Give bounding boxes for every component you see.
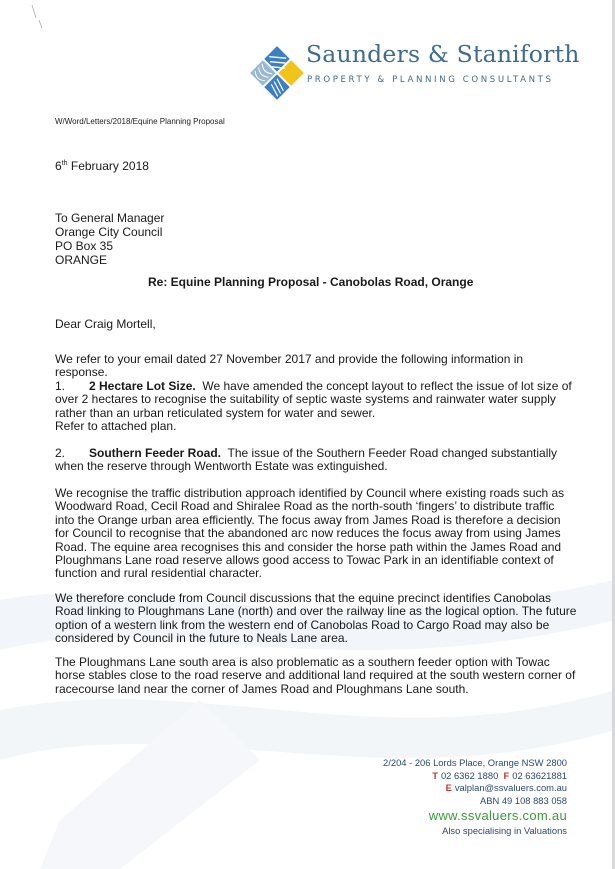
recipient-address — [55, 211, 164, 267]
footer-email-row — [383, 782, 567, 795]
footer-address: 2/204 - 206 Lords Place, Orange NSW 2800 — [383, 757, 567, 768]
fax-number: 02 63621881 — [512, 769, 567, 781]
date-suffix: th — [61, 160, 68, 167]
traffic-paragraph: We recognise the traffic distribution approach identified by Council where existing roads such as Woodward Road, Cecil Road and Shiralee Road as the north-south ‘fingers’ to distribute traffic into the Orange urban area efficiently. The focus away from James Road is therefore a decision for Council to recognise that the abandoned arc now reduces the focus away from using James Road. The equine area recognises this and consider the horse path within the James Road and Ploughmans Lane road reserve allows good access to Towac Park in an identifiable context of function and rural residential character. — [55, 486, 565, 581]
intro-paragraph: We refer to your email dated 27 November 2017 and provide the following information in response. — [55, 352, 524, 380]
subject-line: Re: Equine Planning Proposal - Canobolas Road, Orange — [148, 275, 474, 289]
date-rest: February 2018 — [70, 159, 149, 173]
footer-speciality: Also specialising in Valuations — [442, 825, 567, 837]
item-number: 1. — [55, 379, 66, 393]
item-heading: Southern Feeder Road. — [89, 446, 222, 460]
item-number: 2. — [55, 446, 66, 460]
website-link[interactable]: www.ssvaluers.com.au — [428, 808, 567, 824]
item-text: The issue of the Southern Feeder Road changed substantially when the reserve through Wentworth Estate was extinguished. — [55, 446, 558, 474]
salutation: Dear Craig Mortell, — [55, 317, 156, 331]
company-logo-icon — [248, 44, 306, 102]
email-address[interactable]: valplan@ssvaluers.com.au — [454, 782, 567, 794]
letter-date — [55, 159, 149, 173]
conclusion-paragraph: We therefore conclude from Council discussions that the equine precinct identifies Canobolas Road linking to Ploughmans Lane (north) and over the railway line as the logical option. The future option of a western link from the western end of Canobolas Road to Cargo Road may also be considered by Council in the future to Neals Lane area. — [55, 591, 577, 646]
item-text: We have amended the concept layout to reflect the issue of lot size of over 2 hectares to recognise the suitability of septic waste systems and rainwater water supply rather than an urban reticulated system for water and sewer. — [55, 379, 572, 420]
phone-label: T — [432, 769, 438, 781]
ploughmans-paragraph: The Ploughmans Lane south area is also problematic as a southern feeder option with Towac horse stables close to the road reserve and additional land required at the south western corner of racecourse land near the corner of James Road and Ploughmans Lane south. — [55, 655, 576, 696]
file-reference: W/Word/Letters/2018/Equine Planning Proposal — [55, 117, 225, 126]
address-line: Orange City Council — [55, 225, 163, 239]
footer-phone-fax — [383, 770, 567, 783]
address-line: PO Box 35 — [55, 239, 114, 253]
corner-scan-mark — [30, 4, 44, 30]
item-1-paragraph — [55, 380, 577, 434]
letterhead-footer — [383, 757, 567, 838]
date-day: 6 — [55, 159, 62, 173]
footer-abn: ABN 49 108 883 058 — [479, 794, 567, 806]
address-line: ORANGE — [55, 253, 108, 267]
fax-label: F — [503, 769, 510, 781]
item-2-paragraph — [55, 447, 577, 474]
phone-number: 02 6362 1880 — [440, 769, 499, 781]
item-note: Refer to attached plan. — [55, 419, 177, 434]
company-name: Saunders & Staniforth — [306, 40, 580, 68]
address-line: To General Manager — [55, 211, 165, 225]
item-heading: 2 Hectare Lot Size. — [89, 379, 196, 393]
company-tagline: PROPERTY & PLANNING CONSULTANTS — [307, 75, 554, 85]
email-label: E — [445, 782, 452, 794]
